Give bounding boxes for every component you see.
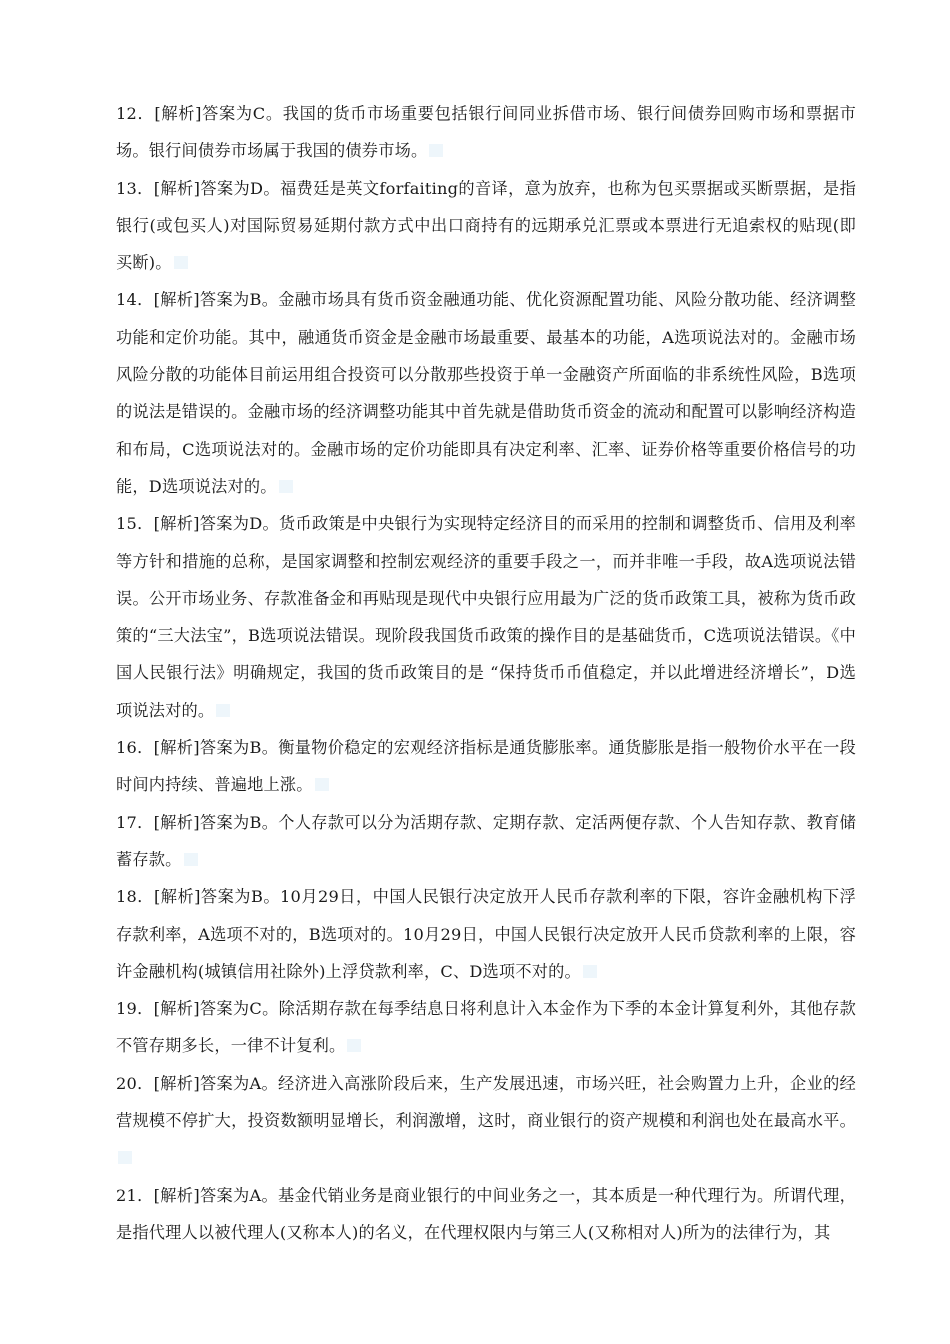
answer-item-18: 18．[解析]答案为B。10月29日，中国人民银行决定放开人民币存款利率的下限，容许金融机构下浮存款利率，A选项不对的，B选项对的。10月29日，中国人民银行决定放开人民币贷款利率的上限，容许金融机构(城镇信用社除外)上浮贷款利率，C、D选项不对的。 bbox=[116, 878, 856, 990]
answer-item-16: 16．[解析]答案为B。衡量物价稳定的宏观经济指标是通货膨胀率。通货膨胀是指一般物价水平在一段时间内持续、普遍地上涨。 bbox=[116, 729, 856, 804]
answer-explanations bbox=[116, 95, 856, 1251]
answer-item-20: 20．[解析]答案为A。经济进入高涨阶段后来，生产发展迅速，市场兴旺，社会购置力上升，企业的经营规模不停扩大，投资数额明显增长，利润激增，这时，商业银行的资产规模和利润也处在最高水平。 bbox=[116, 1065, 856, 1177]
answer-item-15: 15．[解析]答案为D。货币政策是中央银行为实现特定经济目的而采用的控制和调整货币、信用及利率等方针和措施的总称，是国家调整和控制宏观经济的重要手段之一，而并非唯一手段，故A选项说法错误。公开市场业务、存款准备金和再贴现是现代中央银行应用最为广泛的货币政策工具，被称为货币政策的“三大法宝”，B选项说法错误。现阶段我国货币政策的操作目的是基础货币，C选项说法错误。《中国人民银行法》明确规定，我国的货币政策目的是 “保持货币币值稳定，并以此增进经济增长”，D选项说法对的。 bbox=[116, 505, 856, 729]
answer-item-21: 21．[解析]答案为A。基金代销业务是商业银行的中间业务之一，其本质是一种代理行为。所谓代理，是指代理人以被代理人(又称本人)的名义，在代理权限内与第三人(又称相对人)所为的法律行为，其 bbox=[116, 1185, 856, 1242]
answer-item-12: 12．[解析]答案为C。我国的货币市场重要包括银行间同业拆借市场、银行间债券回购市场和票据市场。银行间债券市场属于我国的债券市场。 bbox=[116, 95, 856, 170]
answer-item-19: 19．[解析]答案为C。除活期存款在每季结息日将利息计入本金作为下季的本金计算复利外，其他存款不管存期多长，一律不计复利。 bbox=[116, 990, 856, 1065]
answer-item-14: 14．[解析]答案为B。金融市场具有货币资金融通功能、优化资源配置功能、风险分散功能、经济调整功能和定价功能。其中，融通货币资金是金融市场最重要、最基本的功能，A选项说法对的。金融市场风险分散的功能体目前运用组合投资可以分散那些投资于单一金融资产所面临的非系统性风险，B选项的说法是错误的。金融市场的经济调整功能其中首先就是借助货币资金的流动和配置可以影响经济构造和布局，C选项说法对的。金融市场的定价功能即具有决定利率、汇率、证券价格等重要价格信号的功能，D选项说法对的。 bbox=[116, 281, 856, 505]
answer-item-17: 17．[解析]答案为B。个人存款可以分为活期存款、定期存款、定活两便存款、个人告知存款、教育储蓄存款。 bbox=[116, 804, 856, 879]
answer-item-13: 13．[解析]答案为D。福费廷是英文forfaiting的音译，意为放弃，也称为包买票据或买断票据，是指银行(或包买人)对国际贸易延期付款方式中出口商持有的远期承兑汇票或本票进行无追索权的贴现(即买断)。 bbox=[116, 170, 856, 282]
